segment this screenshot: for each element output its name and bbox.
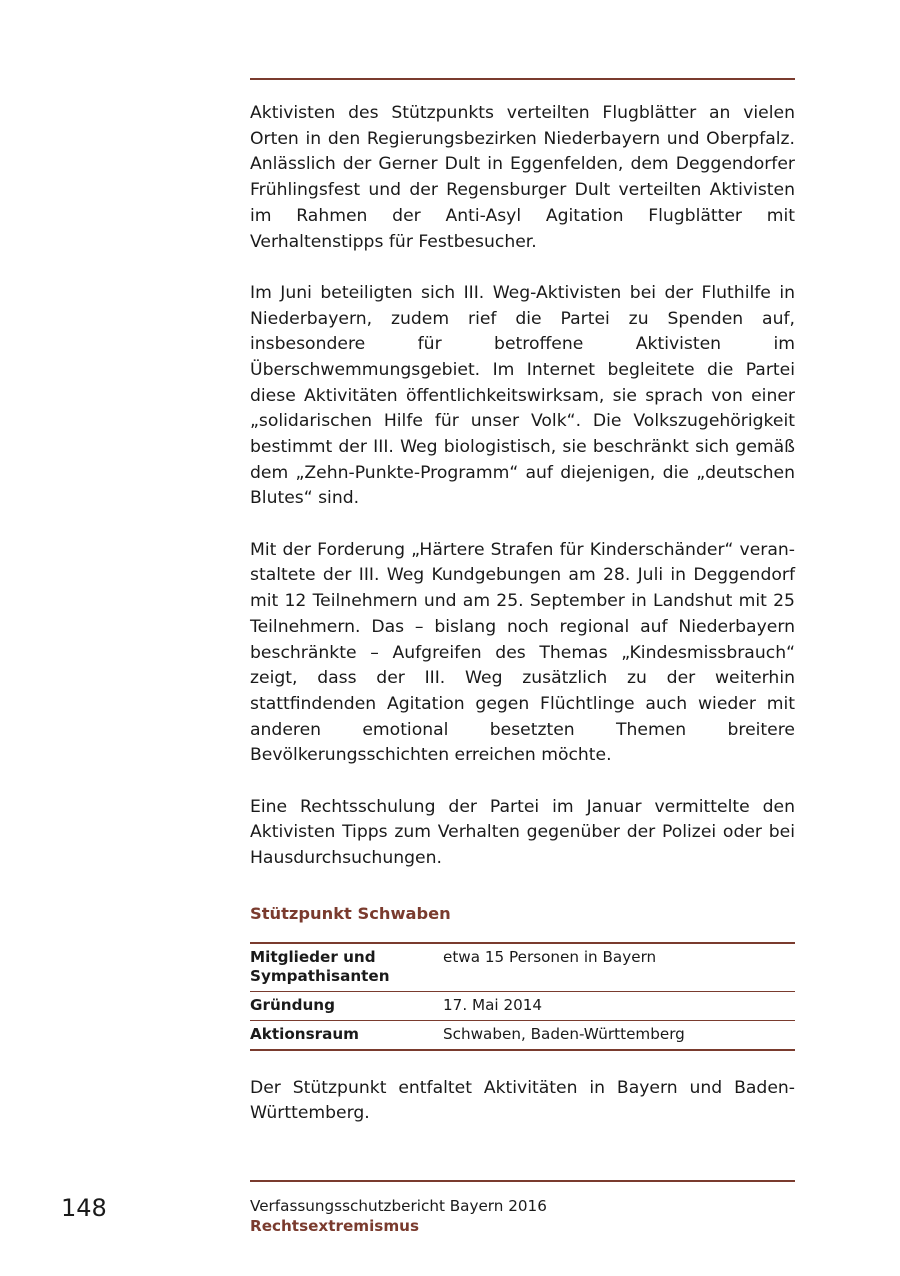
- page-body: [250, 101, 795, 1127]
- section-title: Stützpunkt Schwaben: [250, 903, 451, 923]
- footer: [250, 1196, 547, 1236]
- page-number: 148: [61, 1194, 107, 1222]
- footer-rule: [250, 1180, 795, 1182]
- table-row: [250, 1020, 795, 1050]
- footer-publication: Verfassungsschutzbericht Bayern 2016: [250, 1197, 547, 1215]
- paragraph-legal-training: Eine Rechtsschulung der Partei im Januar vermittelte den Aktivisten Tipps zum Verhalten gegenüber der Polizei oder bei Hausdurchsuchungen.: [250, 796, 795, 869]
- footer-chapter: Rechtsextremismus: [250, 1217, 420, 1235]
- paragraph-closing: Der Stützpunkt entfaltet Aktivitäten in Bayern und Baden-Württemberg.: [250, 1077, 795, 1124]
- paragraph-flood-aid: Im Juni beteiligten sich III. Weg-Aktivisten bei der Fluthilfe in Niederbayern, zudem rief die Partei zu Spenden auf, insbesondere für betroffene Aktivisten im Überschwemmungsgebiet. Im Internet begleitete die Partei diese Aktivitäten öffentlichkeitswirksam, sie sprach von einer „solidarischen Hilfe für unser Volk“. Die Volkszugehörigkeit bestimmt der III. Weg biologistisch, sie beschränkt sich gemäß dem „Zehn-Punkte-Programm“ auf diejenigen, die „deutschen Blutes“ sind.: [250, 282, 795, 509]
- paragraph-leaflets: Aktivisten des Stützpunkts verteilten Flugblätter an vielen Orten in den Regierungsbezirken Niederbayern und Oberpfalz. Anlässlich der Gerner Dult in Eggenfelden, dem Deggendorfer Frühlingsfest und der Regensburger Dult verteilten Aktivisten im Rahmen der Anti-Asyl Agitation Flugblätter mit Verhaltenstipps für Festbesucher.: [250, 103, 795, 252]
- row-label: Gründung: [250, 991, 443, 1020]
- header-rule: [250, 78, 795, 80]
- row-value: etwa 15 Personen in Bayern: [443, 947, 657, 966]
- table-row: [250, 943, 795, 992]
- info-table: [250, 942, 795, 1051]
- row-value: 17. Mai 2014: [443, 991, 795, 1020]
- paragraph-rallies: Mit der Forderung „Härtere Strafen für Kinderschänder“ veranstaltete der III. Weg Kundgebungen am 28. Juli in Deggendorf mit 12 Teilnehmern und am 25. September in Landshut mit 25 Teilnehmern. Das – bislang noch regional auf Niederbayern beschränkte – Aufgreifen des Themas „Kindesmissbrauch“ zeigt, dass der III. Weg zusätzlich zu der weiterhin stattfindenden Agitation gegen Flüchtlinge auch wieder mit anderen emotional besetzten Themen breitere Bevölkerungsschichten erreichen möchte.: [250, 539, 795, 766]
- row-label: Aktionsraum: [250, 1020, 443, 1050]
- table-row: [250, 991, 795, 1020]
- row-value: Schwaben, Baden-Württemberg: [443, 1020, 795, 1050]
- row-label: Mitglieder und Sympathisanten: [250, 947, 390, 985]
